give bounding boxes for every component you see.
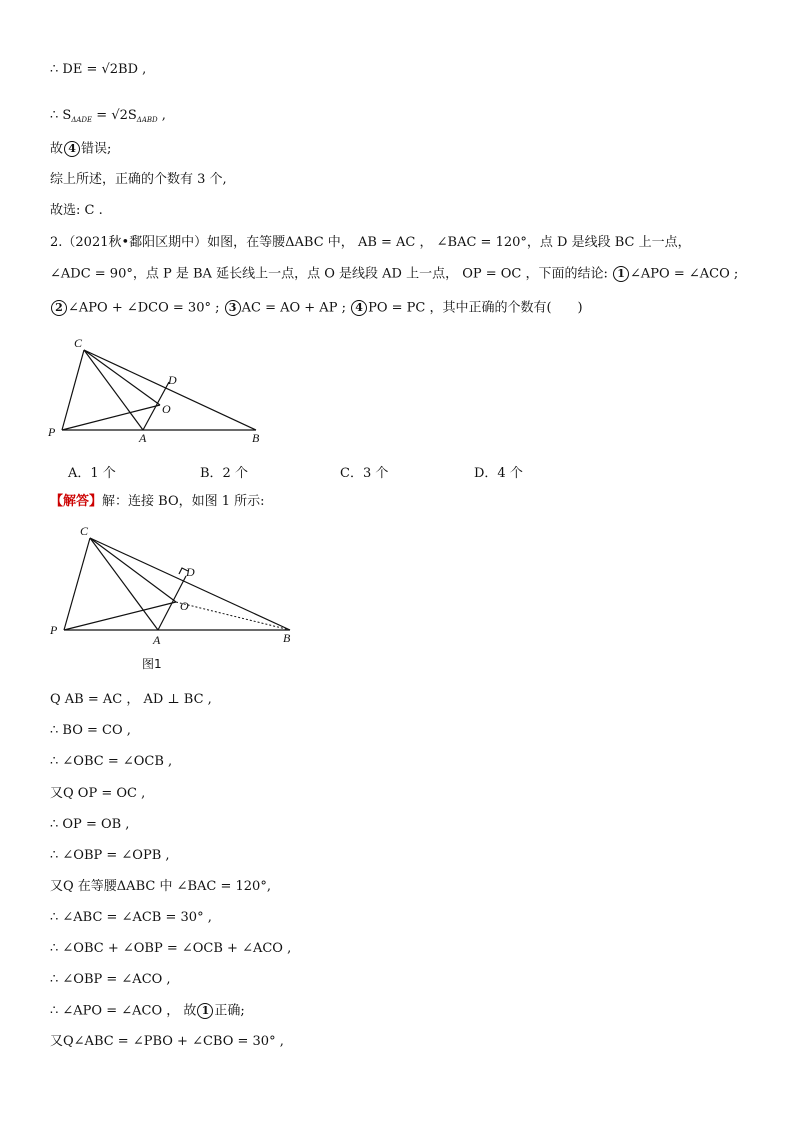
circled-number: 1	[613, 266, 629, 282]
figure-caption: 图1	[142, 657, 162, 671]
option-d: D．4 个	[474, 466, 523, 481]
text-line: 故选: C .	[50, 203, 103, 218]
text-fragment: ,	[157, 108, 166, 123]
subscript: ΔABD	[136, 116, 158, 124]
circled-number: 4	[351, 300, 367, 316]
circled-number: 2	[51, 300, 67, 316]
text-line: 综上所述，正确的个数有 3 个,	[50, 172, 227, 187]
answer-text: 解：连接 BO，如图 1 所示:	[102, 494, 265, 509]
label-D: D	[168, 373, 177, 387]
answer-line	[50, 494, 265, 510]
step-line: 又Q 在等腰ΔABC 中 ∠BAC = 120°,	[50, 879, 271, 894]
step-line: ∴ ∠OBC = ∠OCB ,	[50, 754, 173, 769]
label-P: P	[48, 425, 56, 439]
label-D: D	[186, 565, 195, 579]
label-A: A	[139, 431, 147, 445]
question-line	[50, 266, 738, 283]
step-line: 又Q OP = OC ,	[50, 786, 146, 801]
label-O: O	[180, 599, 189, 613]
text-fragment: AC = AO + AP ;	[241, 300, 351, 316]
text-line: ∴ DE = √2BD ,	[50, 62, 147, 77]
label-C: C	[74, 336, 83, 350]
option-a: A．1 个	[68, 466, 116, 481]
option-c: C．3 个	[340, 466, 389, 481]
step-line: ∴ BO = CO ,	[50, 723, 131, 738]
circled-number: 1	[197, 1003, 213, 1019]
option-b: B．2 个	[200, 466, 248, 481]
step-line: ∴ ∠OBP = ∠ACO ,	[50, 972, 171, 987]
question-figure	[40, 330, 280, 450]
text-fragment: = √2S	[92, 108, 137, 123]
label-B: B	[252, 431, 260, 445]
answer-tag: 【解答】	[50, 494, 103, 509]
question-line	[50, 300, 583, 317]
step-line	[50, 1003, 245, 1020]
subscript: ΔADE	[71, 116, 93, 124]
text-fragment: ∠APO + ∠DCO = 30° ;	[68, 300, 224, 316]
circled-number: 4	[64, 141, 80, 157]
label-P: P	[50, 623, 58, 637]
text-fragment: 故	[50, 141, 64, 157]
text-line	[50, 141, 111, 158]
step-line: Q AB = AC ， AD ⊥ BC ,	[50, 692, 212, 707]
text-fragment: 正确;	[214, 1003, 245, 1019]
label-B: B	[283, 631, 291, 645]
text-fragment: ∴ ∠APO = ∠ACO ， 故	[50, 1003, 197, 1019]
label-O: O	[162, 402, 171, 416]
answer-figure	[40, 520, 310, 680]
text-fragment: ∴ S	[50, 108, 72, 123]
question-line: 2.（2021秋•鄱阳区期中）如图，在等腰ΔABC 中， AB = AC ， ∠BAC = 120°，点 D 是线段 BC 上一点，	[50, 235, 691, 250]
step-line: ∴ ∠OBC + ∠OBP = ∠OCB + ∠ACO ,	[50, 941, 292, 956]
text-fragment: ∠APO = ∠ACO ;	[630, 266, 739, 282]
label-A: A	[153, 633, 161, 647]
step-line: ∴ ∠ABC = ∠ACB = 30° ,	[50, 910, 212, 925]
text-fragment: 错误;	[81, 141, 112, 157]
text-fragment: ∠ADC = 90°，点 P 是 BA 延长线上一点，点 O 是线段 AD 上一点， OP = OC ，下面的结论:	[50, 266, 613, 282]
text-fragment: PO = PC ，其中正确的个数有( )	[368, 300, 583, 316]
step-line: ∴ ∠OBP = ∠OPB ,	[50, 848, 170, 863]
step-line: ∴ OP = OB ,	[50, 817, 130, 832]
circled-number: 3	[225, 300, 241, 316]
text-line	[50, 108, 166, 128]
label-C: C	[80, 524, 89, 538]
step-line: 又Q∠ABC = ∠PBO + ∠CBO = 30° ,	[50, 1034, 284, 1049]
